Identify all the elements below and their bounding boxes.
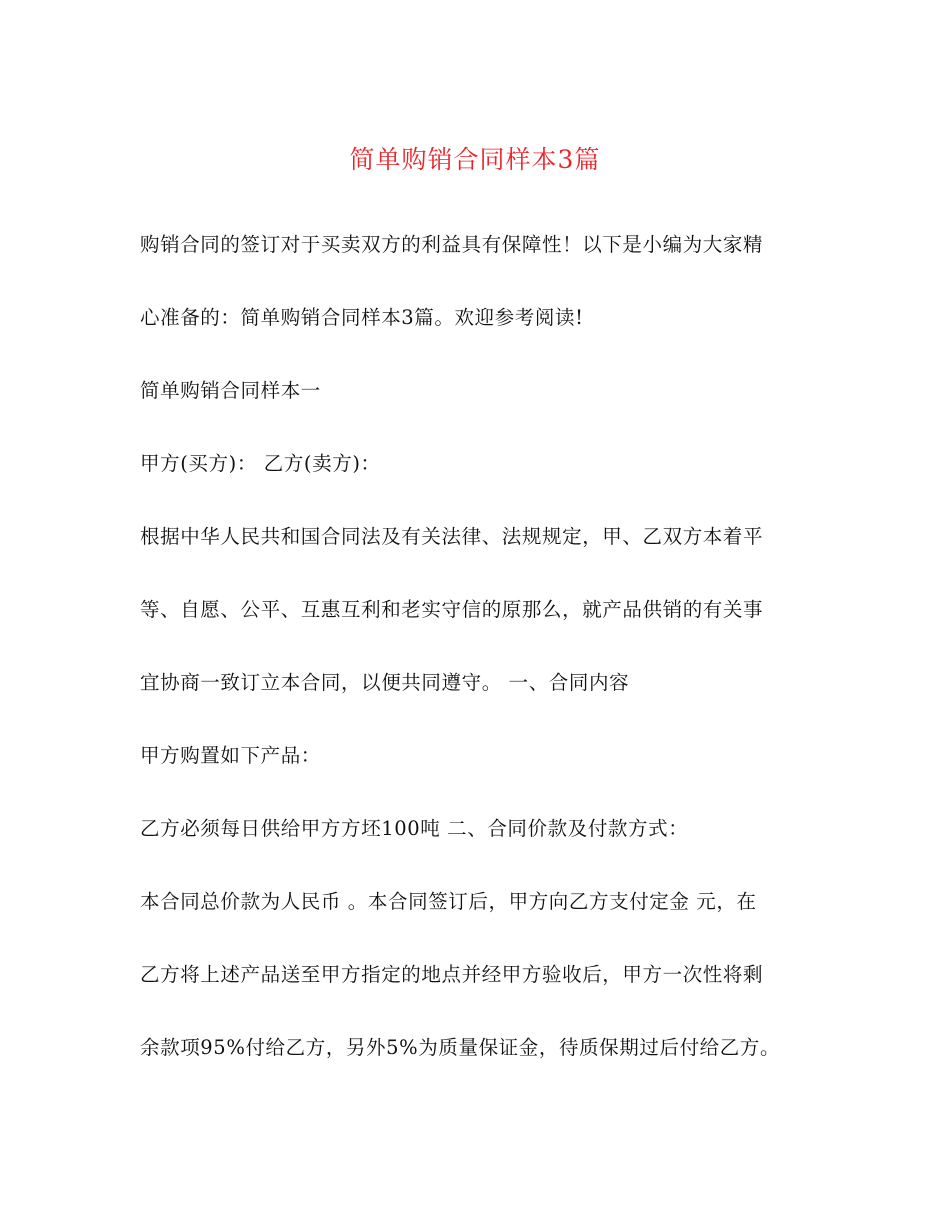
body-line: 乙方将上述产品送至甲方指定的地点并经甲方验收后，甲方一次性将剩 xyxy=(140,963,764,986)
body-line: 宜协商一致订立本合同，以便共同遵守。 一、合同内容 xyxy=(140,671,630,694)
body-line: 余款项95%付给乙方，另外5%为质量保证金，待质保期过后付给乙方。 xyxy=(140,1036,781,1059)
body-line: 购销合同的签订对于买卖双方的利益具有保障性！以下是小编为大家精 xyxy=(140,233,764,256)
section-heading: 简单购销合同样本一 xyxy=(140,379,321,402)
body-line: 根据中华人民共和国合同法及有关法律、法规规定，甲、乙双方本着平 xyxy=(140,525,764,548)
body-line: 心准备的：简单购销合同样本3篇。欢迎参考阅读! xyxy=(140,306,584,329)
parties-line: 甲方(买方)： 乙方(卖方)： xyxy=(140,452,381,475)
document-title: 简单购销合同样本3篇 xyxy=(349,145,601,174)
body-line: 甲方购置如下产品： xyxy=(140,744,321,767)
body-line: 等、自愿、公平、互惠互利和老实守信的原那么，就产品供销的有关事 xyxy=(140,598,764,621)
body-line: 本合同总价款为人民币 。本合同签订后，甲方向乙方支付定金 元，在 xyxy=(140,890,757,913)
body-line: 乙方必须每日供给甲方方坯100吨 二、合同价款及付款方式： xyxy=(140,817,689,840)
